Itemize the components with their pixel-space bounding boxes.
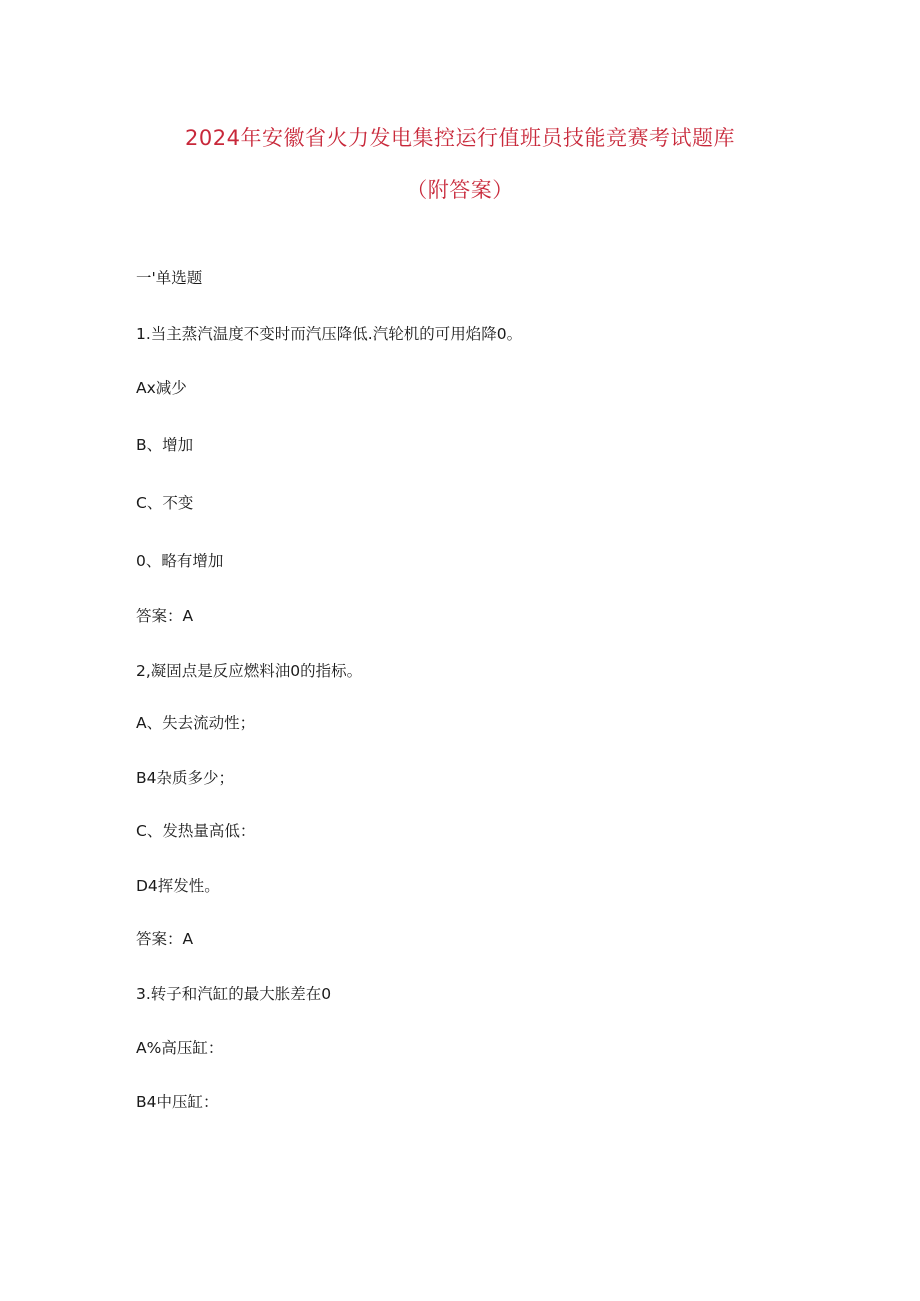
document-title-suffix: （附答案） — [406, 178, 514, 202]
option: 0、略有增加 — [136, 552, 224, 570]
answer: 答案：A — [136, 607, 194, 625]
option: B、增加 — [136, 436, 194, 454]
document-title: 2024年安徽省火力发电集控运行值班员技能竞赛考试题库 — [185, 126, 735, 150]
option: C、发热量高低： — [136, 822, 256, 840]
option: A%高压缸： — [136, 1039, 224, 1057]
question-stem: 1.当主蒸汽温度不变时而汽压降低.汽轮机的可用焰降0。 — [136, 325, 523, 343]
option: D4挥发性。 — [136, 877, 220, 895]
question-stem: 2,凝固点是反应燃料油0的指标。 — [136, 662, 363, 680]
option: B4杂质多少； — [136, 769, 234, 787]
question-stem: 3.转子和汽缸的最大胀差在0 — [136, 985, 332, 1003]
answer: 答案：A — [136, 930, 194, 948]
option: B4中压缸： — [136, 1093, 219, 1111]
option: A、失去流动性； — [136, 714, 256, 732]
section-heading: 一'单选题 — [136, 269, 203, 287]
option: C、不变 — [136, 494, 194, 512]
option: Ax减少 — [136, 379, 187, 397]
